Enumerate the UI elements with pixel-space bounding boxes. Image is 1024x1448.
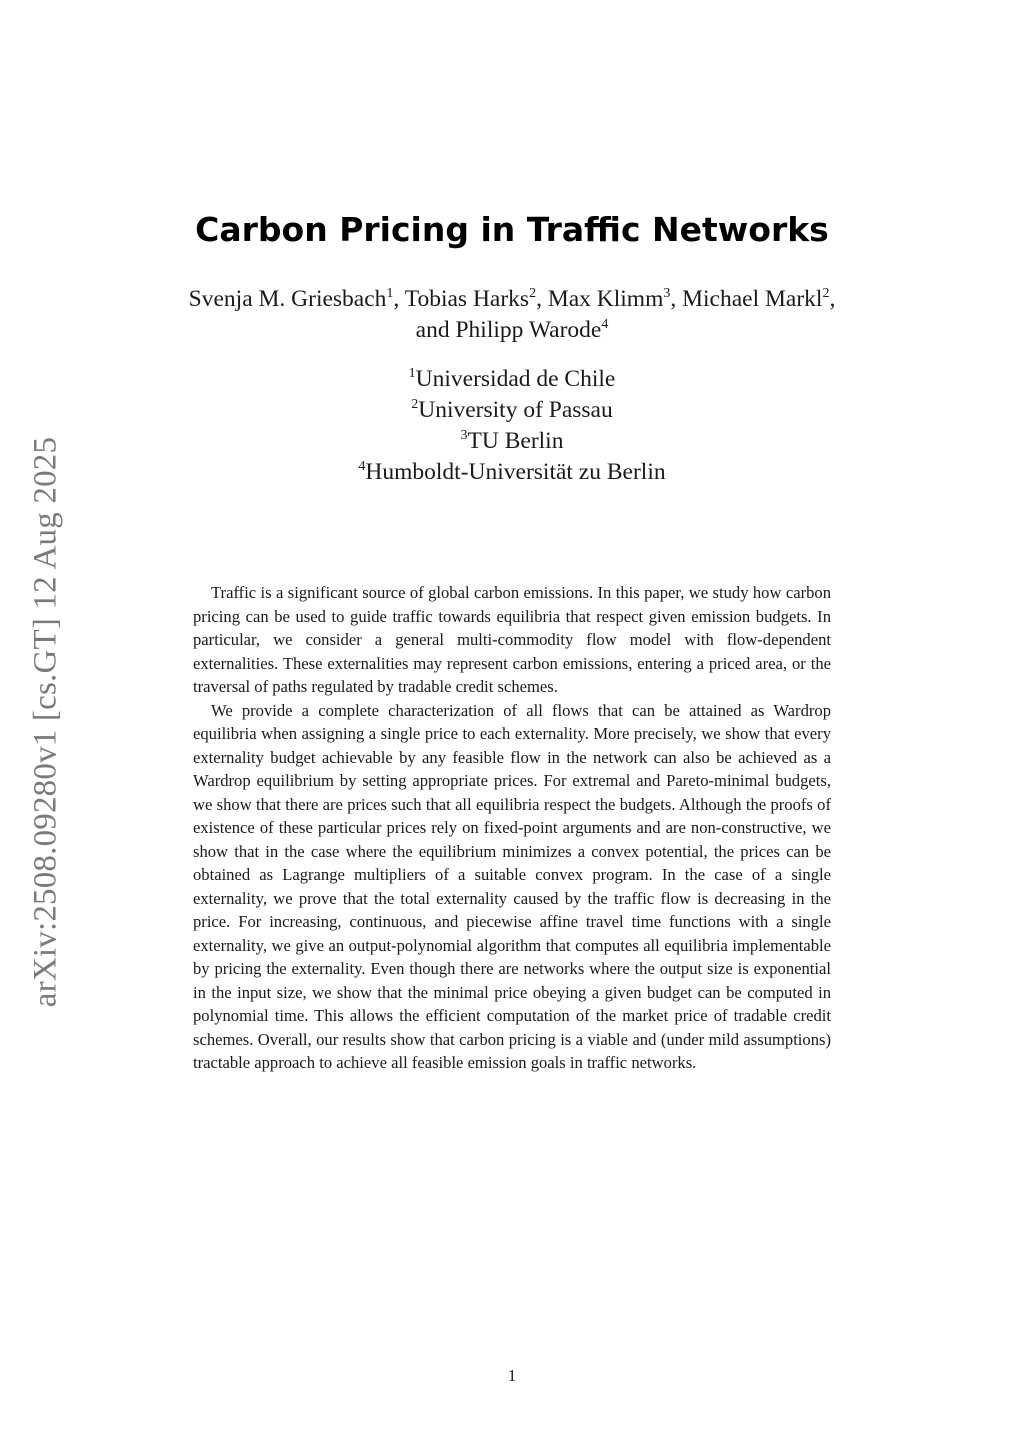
- author-separator: ,: [829, 286, 836, 312]
- affiliation: [0, 426, 1024, 457]
- affiliation-mark: 2: [411, 397, 419, 412]
- affiliation-list: [0, 364, 1024, 488]
- author-affiliation-mark: 3: [663, 286, 671, 301]
- author-separator: ,: [670, 286, 683, 312]
- author-affiliation-mark: 2: [529, 286, 537, 301]
- affiliation-name: University of Passau: [418, 397, 613, 423]
- author-name: Tobias Harks: [404, 286, 530, 312]
- affiliation: [0, 395, 1024, 426]
- affiliation-name: TU Berlin: [467, 428, 564, 454]
- abstract-paragraph: Traffic is a significant source of global carbon emissions. In this paper, we study how carbon pricing can be used to guide traffic towards equilibria that respect given emission budgets. In particular, we consider a general multi-commodity flow model with flow-dependent externalities. These externalities may represent carbon emissions, entering a priced area, or the traversal of paths regulated by tradable credit schemes.: [193, 583, 831, 696]
- author-name: Max Klimm: [547, 286, 664, 312]
- affiliation: [0, 364, 1024, 395]
- affiliation-mark: 3: [460, 428, 468, 443]
- affiliation-name: Universidad de Chile: [415, 366, 616, 392]
- author-conjunction: and: [415, 317, 456, 343]
- author-affiliation-mark: 2: [822, 286, 830, 301]
- arxiv-identifier-stamp: arXiv:2508.09280v1 [cs.GT] 12 Aug 2025: [27, 436, 64, 1008]
- affiliation: [0, 457, 1024, 488]
- abstract: [193, 581, 831, 1075]
- author-name: Michael Markl: [682, 286, 823, 312]
- affiliation-name: Humboldt-Universität zu Berlin: [365, 459, 666, 485]
- paper-title: Carbon Pricing in Traffic Networks: [195, 210, 829, 249]
- author-list: [120, 284, 904, 346]
- affiliation-mark: 4: [358, 459, 366, 474]
- author-affiliation-mark: 1: [386, 286, 394, 301]
- author-separator: ,: [393, 286, 405, 312]
- page-number: 1: [507, 1366, 517, 1385]
- abstract-paragraph: We provide a complete characterization of all flows that can be attained as Wardrop equilibria when assigning a single price to each externality. More precisely, we show that every externality budget achievable by any feasible flow in the network can also be achieved as a Wardrop equilibrium by setting appropriate prices. For extremal and Pareto-minimal budgets, we show that there are prices such that all equilibria respect the budgets. Although the proofs of existence of these particular prices rely on fixed-point arguments and are non-constructive, we show that in the case where the equilibrium minimizes a convex potential, the prices can be obtained as Lagrange multipliers of a suitable convex program. In the case of a single externality, we prove that the total externality caused by the traffic flow is decreasing in the price. For increasing, continuous, and piecewise affine travel time functions with a single externality, we give an output-polynomial algorithm that computes all equilibria implementable by pricing the externality. Even though there are networks where the output size is exponential in the input size, we show that the minimal price obeying a given budget can be computed in polynomial time. This allows the efficient computation of the market price of tradable credit schemes. Overall, our results show that carbon pricing is a viable and (under mild assumptions) tractable approach to achieve all feasible emission goals in traffic networks.: [193, 700, 831, 1072]
- affiliation-mark: 1: [408, 366, 416, 381]
- author-name: Philipp Warode: [455, 317, 602, 343]
- author-affiliation-mark: 4: [601, 317, 609, 332]
- author-name: Svenja M. Griesbach: [188, 286, 387, 312]
- author-separator: ,: [536, 286, 548, 312]
